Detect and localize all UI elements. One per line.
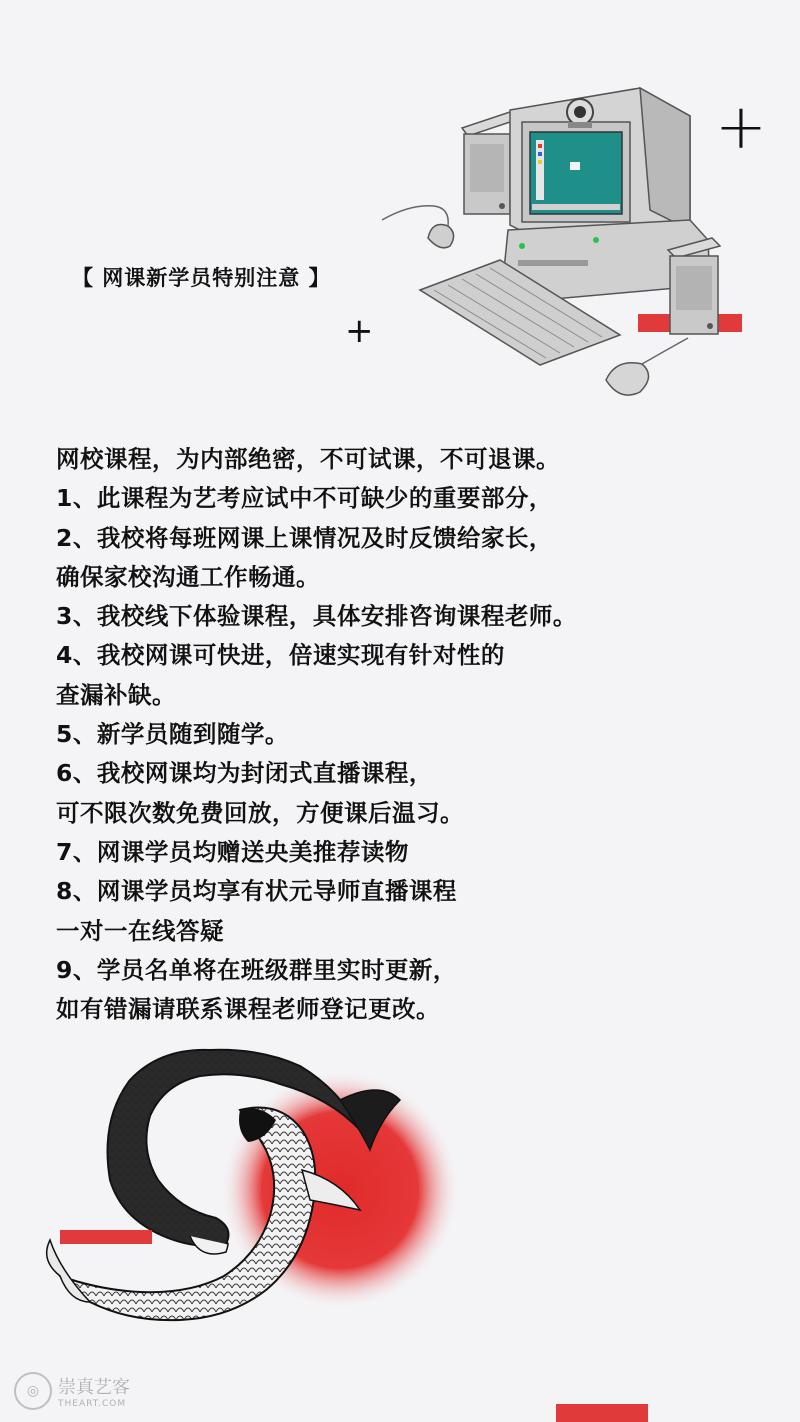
watermark-logo: [14, 1372, 130, 1410]
notice-line: 4、我校网课可快进，倍速实现有针对性的: [56, 641, 505, 670]
plus-icon-large: +: [715, 90, 767, 163]
watermark-icon: ◎: [14, 1372, 52, 1410]
red-accent-bar-bottom: [556, 1404, 648, 1422]
notice-line: 1、此课程为艺考应试中不可缺少的重要部分，: [56, 484, 553, 513]
retro-computer-illustration: [370, 80, 750, 410]
red-accent-bar: [60, 1230, 152, 1244]
watermark-text-group: [58, 1373, 130, 1409]
koi-fish-illustration: [40, 1040, 460, 1360]
notice-line: 8、网课学员均享有状元导师直播课程: [56, 877, 457, 906]
notice-line: 查漏补缺。: [56, 680, 176, 709]
page-title: 【 网课新学员特别注意 】: [72, 266, 331, 290]
watermark-text: 崇真艺客: [58, 1377, 130, 1398]
notice-line: 网校课程，为内部绝密，不可试课，不可退课。: [56, 445, 560, 473]
plus-icon-small: +: [345, 311, 374, 351]
notice-line: 5、新学员随到随学。: [56, 720, 289, 749]
notice-list: [56, 440, 786, 1029]
notice-line: 一对一在线答疑: [56, 916, 224, 945]
notice-line: 3、我校线下体验课程，具体安排咨询课程老师。: [56, 602, 577, 631]
notice-line: 2、我校将每班网课上课情况及时反馈给家长，: [56, 523, 553, 552]
notice-line: 7、网课学员均赠送央美推荐读物: [56, 837, 409, 866]
notice-line: 如有错漏请联系课程老师登记更改。: [56, 995, 440, 1024]
notice-line: 6、我校网课均为封闭式直播课程，: [56, 759, 433, 788]
notice-line: 确保家校沟通工作畅通。: [56, 562, 320, 591]
notice-line: 9、学员名单将在班级群里实时更新，: [56, 955, 457, 984]
watermark-subtext: THEART.COM: [58, 1399, 127, 1409]
notice-line: 可不限次数免费回放，方便课后温习。: [56, 798, 464, 827]
